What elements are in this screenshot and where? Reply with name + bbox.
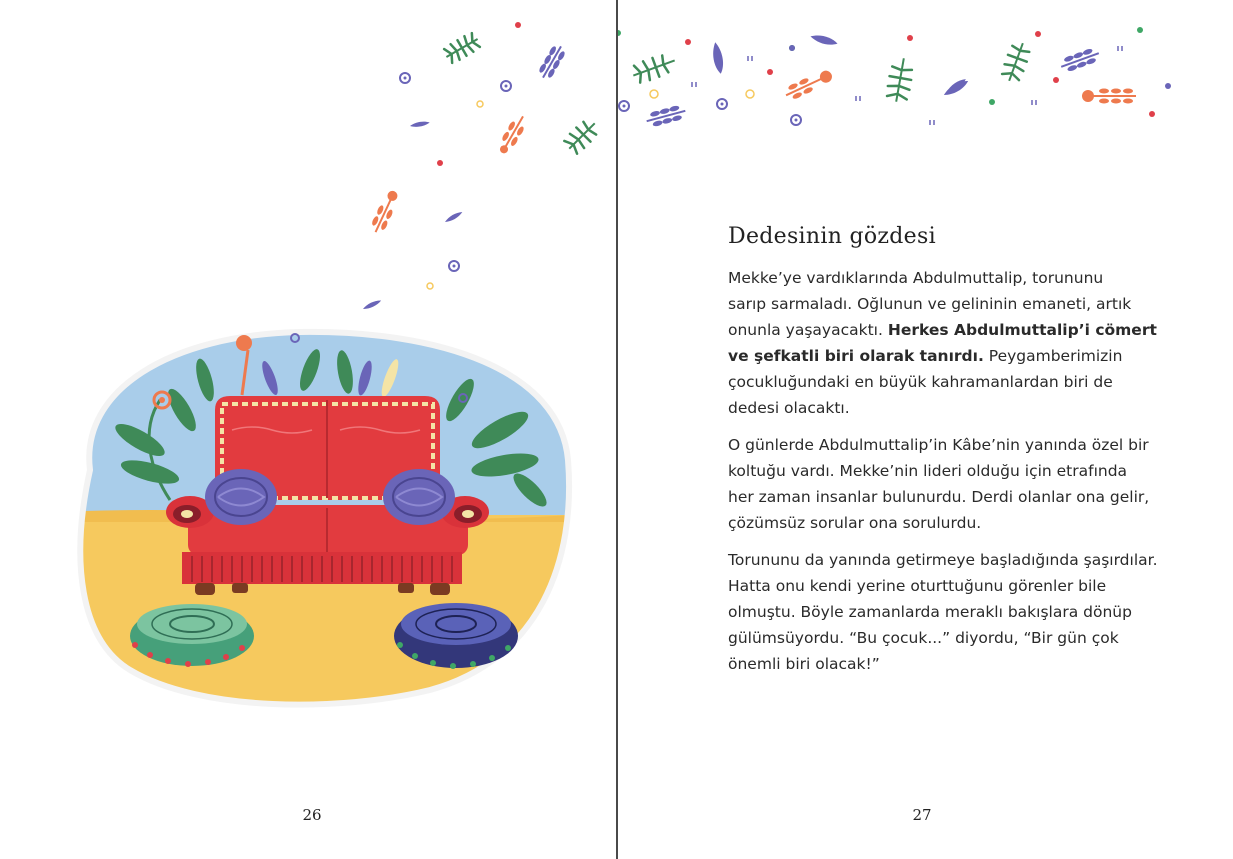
chapter-title: Dedesinin gözdesi	[728, 224, 936, 249]
falling-leaves	[362, 22, 602, 385]
text-bold: ve şefkatli biri olarak tanırdı.	[728, 347, 984, 365]
text-line: çözümsüz sorular ona sorulurdu.	[728, 514, 982, 532]
text-plain: Peygamberimizin	[983, 347, 1123, 365]
text-plain: onunla yaşayacaktı.	[728, 321, 888, 339]
body-text	[728, 265, 1158, 677]
page-number-left: 26	[302, 806, 322, 824]
text-bold: Herkes Abdulmuttalip’i cömert	[887, 321, 1157, 339]
right-page	[618, 0, 1233, 859]
text-line: Hatta onu kendi yerine oturttuğunu görenler bile	[728, 577, 1107, 595]
text-line: her zaman insanlar bulunurdu. Derdi olanlar ona gelir,	[728, 488, 1150, 506]
text-line: sarıp sarmaladı. Oğlunun ve gelininin emaneti, artık	[728, 295, 1132, 313]
paragraph-1	[728, 265, 1157, 421]
text-line: Mekke’ye vardıklarında Abdulmuttalip, torununu	[728, 269, 1104, 287]
text-line: dedesi olacaktı.	[728, 399, 850, 417]
paragraph-3	[728, 547, 1158, 677]
text-line: O günlerde Abdulmuttalip’in Kâbe’nin yanında özel bir	[728, 436, 1149, 454]
purple-cushion-left	[205, 469, 277, 525]
text-line: gülümsüyordu. “Bu çocuk...” diyordu, “Bir gün çok	[728, 629, 1119, 647]
text-line: önemli biri olacak!”	[728, 655, 880, 673]
text-line: koltuğu vardı. Mekke’nin lideri olduğu için etrafında	[728, 462, 1128, 480]
sofa-illustration	[0, 0, 616, 859]
text-line: olmuştu. Böyle zamanlarda meraklı bakışlara dönüp	[728, 603, 1132, 621]
decorative-leaves-top	[618, 0, 1233, 200]
text-line: Torununu da yanında getirmeye başladığında şaşırdılar.	[728, 551, 1158, 569]
paragraph-2	[728, 432, 1150, 536]
text-line-mixed	[728, 343, 1128, 369]
text-line: çocukluğundaki en büyük kahramanlardan biri de	[728, 373, 1113, 391]
purple-cushion-right	[383, 469, 455, 525]
page-number-right: 27	[912, 806, 932, 824]
left-page	[0, 0, 616, 859]
text-line-mixed	[728, 317, 1157, 343]
